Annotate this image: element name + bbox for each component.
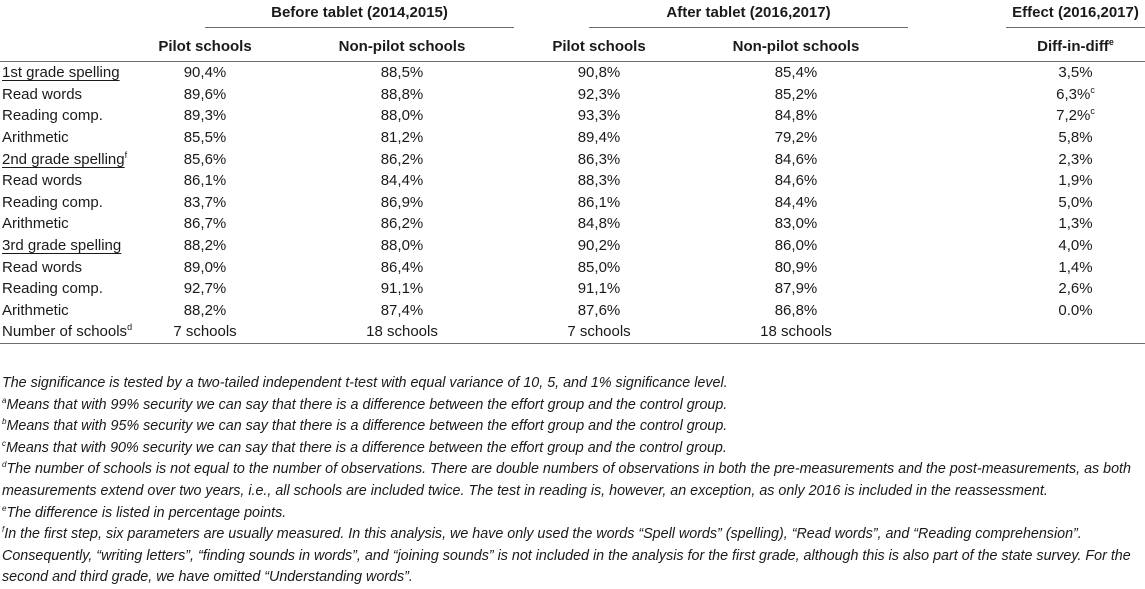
cell-value: 86,7% bbox=[183, 215, 227, 233]
cell-value: 92,3% bbox=[577, 85, 621, 103]
cell-value: 18 schools bbox=[760, 323, 832, 341]
table-row bbox=[0, 278, 1145, 300]
cell-value: 85,2% bbox=[774, 85, 818, 103]
cell-value: 93,3% bbox=[577, 107, 621, 125]
cell-value: 84,6% bbox=[774, 172, 818, 190]
cell-value: 92,7% bbox=[183, 280, 227, 298]
footnote: $^d$The number of schools is not equal to the number of observations. There are double numbers of observations in both the pre-measurements and the post-measurements, as both measurements extend over two years, i.e., all schools are included twice. The test in reading is, however, an exception, as only 2016 is included in the reassessment. bbox=[2, 460, 1131, 499]
cell-value: 88,0% bbox=[380, 237, 424, 255]
sub-header-row bbox=[0, 31, 1145, 62]
cell-effect: 2,3% bbox=[1058, 150, 1093, 168]
cell-value: 84,4% bbox=[380, 172, 424, 190]
row-label: Reading comp. bbox=[2, 280, 103, 298]
table-row bbox=[0, 300, 1145, 322]
cell-value: 81,2% bbox=[380, 129, 424, 147]
cell-value: 87,6% bbox=[577, 301, 621, 319]
cell-value: 86,8% bbox=[774, 301, 818, 319]
cell-value: 89,0% bbox=[183, 258, 227, 276]
cell-value: 86,1% bbox=[577, 193, 621, 211]
cell-value: 79,2% bbox=[774, 129, 818, 147]
row-label: 1st grade spelling bbox=[2, 64, 120, 82]
cell-value: 18 schools bbox=[366, 323, 438, 341]
row-label: Arithmetic bbox=[2, 129, 69, 147]
cell-value: 86,1% bbox=[183, 172, 227, 190]
cell-effect: 5,8% bbox=[1058, 129, 1093, 147]
cell-value: 88,8% bbox=[380, 85, 424, 103]
table-row bbox=[0, 213, 1145, 235]
table-row bbox=[0, 256, 1145, 278]
cell-value: 90,4% bbox=[183, 64, 227, 82]
footnote: $^b$Means that with 95% security we can say that there is a difference between the effort group and the control group. bbox=[2, 417, 728, 435]
cell-value: 86,3% bbox=[577, 150, 621, 168]
header-before-tablet: Before tablet (2014,2015) bbox=[205, 4, 514, 28]
footnote: $^a$Means that with 99% security we can say that there is a difference between the effort group and the control group. bbox=[2, 395, 728, 413]
table-row bbox=[0, 62, 1145, 84]
cell-value: 89,4% bbox=[577, 129, 621, 147]
table-row bbox=[0, 148, 1145, 170]
cell-value: 83,0% bbox=[774, 215, 818, 233]
subheader-nonpilot-after: Non-pilot schools bbox=[732, 37, 860, 55]
cell-value: 90,8% bbox=[577, 64, 621, 82]
cell-value: 84,8% bbox=[774, 107, 818, 125]
cell-value: 85,5% bbox=[183, 129, 227, 147]
cell-value: 88,0% bbox=[380, 107, 424, 125]
cell-value: 84,8% bbox=[577, 215, 621, 233]
table-body bbox=[0, 62, 1145, 344]
table-row bbox=[0, 105, 1145, 127]
cell-value: 88,2% bbox=[183, 237, 227, 255]
cell-effect: 1,3% bbox=[1058, 215, 1093, 233]
cell-effect: 0.0% bbox=[1058, 301, 1093, 319]
row-label: Arithmetic bbox=[2, 215, 69, 233]
cell-effect: 1,4% bbox=[1058, 258, 1093, 276]
footnote: $^e$The difference is listed in percentage points. bbox=[2, 503, 287, 521]
cell-effect bbox=[1006, 321, 1145, 343]
table-row bbox=[0, 127, 1145, 149]
cell-value: 90,2% bbox=[577, 237, 621, 255]
cell-value: 80,9% bbox=[774, 258, 818, 276]
row-label: Number of schools$^d$ bbox=[2, 322, 133, 341]
subheader-pilot-after: Pilot schools bbox=[552, 37, 646, 55]
row-label: 3rd grade spelling bbox=[2, 237, 122, 255]
table-row bbox=[0, 321, 1145, 343]
row-label: Read words bbox=[2, 85, 83, 103]
cell-value: 91,1% bbox=[577, 280, 621, 298]
footnote: $^f$In the first step, six parameters are usually measured. In this analysis, we have only used the words “Spell words” (spelling), “Read words”, and “Reading comprehension”. Consequently, “writing letters”, “finding sounds in words”, and “joining sounds” is not included in the analysis for the first grade, although this is also part of the state survey. For the second and third grade, we have omitted “Understanding words”. bbox=[2, 525, 1131, 586]
cell-value: 85,6% bbox=[183, 150, 227, 168]
cell-value: 87,9% bbox=[774, 280, 818, 298]
row-label: 2nd grade spelling$^f$ bbox=[2, 149, 128, 168]
row-label: Reading comp. bbox=[2, 107, 103, 125]
cell-value: 89,6% bbox=[183, 85, 227, 103]
header-after-tablet: After tablet (2016,2017) bbox=[589, 4, 908, 28]
subheader-diff-in-diff: Diff-in-diff$^e$ bbox=[1037, 36, 1114, 55]
cell-value: 85,0% bbox=[577, 258, 621, 276]
cell-effect: 5,0% bbox=[1058, 193, 1093, 211]
footnote: The significance is tested by a two-tailed independent t-test with equal variance of 10, 5, and 1% significance level. bbox=[2, 375, 728, 391]
table-row bbox=[0, 192, 1145, 214]
cell-value: 88,5% bbox=[380, 64, 424, 82]
subheader-nonpilot-before: Non-pilot schools bbox=[338, 37, 466, 55]
table-row bbox=[0, 84, 1145, 106]
cell-value: 86,2% bbox=[380, 215, 424, 233]
cell-value: 86,4% bbox=[380, 258, 424, 276]
cell-value: 89,3% bbox=[183, 107, 227, 125]
table-footnotes bbox=[2, 373, 1140, 589]
cell-effect: 2,6% bbox=[1058, 280, 1093, 298]
group-header-row bbox=[0, 0, 1145, 31]
subheader-pilot-before: Pilot schools bbox=[158, 37, 252, 55]
cell-value: 7 schools bbox=[173, 323, 237, 341]
row-label: Arithmetic bbox=[2, 301, 69, 319]
cell-value: 84,4% bbox=[774, 193, 818, 211]
cell-effect: 7,2%$^c$ bbox=[1056, 106, 1095, 125]
cell-value: 91,1% bbox=[380, 280, 424, 298]
header-effect: Effect (2016,2017) bbox=[1006, 4, 1145, 28]
row-label: Read words bbox=[2, 258, 83, 276]
cell-effect: 4,0% bbox=[1058, 237, 1093, 255]
cell-value: 7 schools bbox=[567, 323, 631, 341]
footnote: $^c$Means that with 90% security we can say that there is a difference between the effort group and the control group. bbox=[2, 438, 727, 456]
cell-value: 86,2% bbox=[380, 150, 424, 168]
table-row bbox=[0, 235, 1145, 257]
cell-value: 88,2% bbox=[183, 301, 227, 319]
cell-effect: 1,9% bbox=[1058, 172, 1093, 190]
cell-value: 86,0% bbox=[774, 237, 818, 255]
cell-value: 86,9% bbox=[380, 193, 424, 211]
table-row bbox=[0, 170, 1145, 192]
cell-value: 83,7% bbox=[183, 193, 227, 211]
cell-value: 85,4% bbox=[774, 64, 818, 82]
cell-value: 88,3% bbox=[577, 172, 621, 190]
cell-value: 87,4% bbox=[380, 301, 424, 319]
cell-effect: 3,5% bbox=[1058, 64, 1093, 82]
cell-effect: 6,3%$^c$ bbox=[1056, 84, 1095, 103]
cell-value: 84,6% bbox=[774, 150, 818, 168]
row-label: Reading comp. bbox=[2, 193, 103, 211]
row-label: Read words bbox=[2, 172, 83, 190]
